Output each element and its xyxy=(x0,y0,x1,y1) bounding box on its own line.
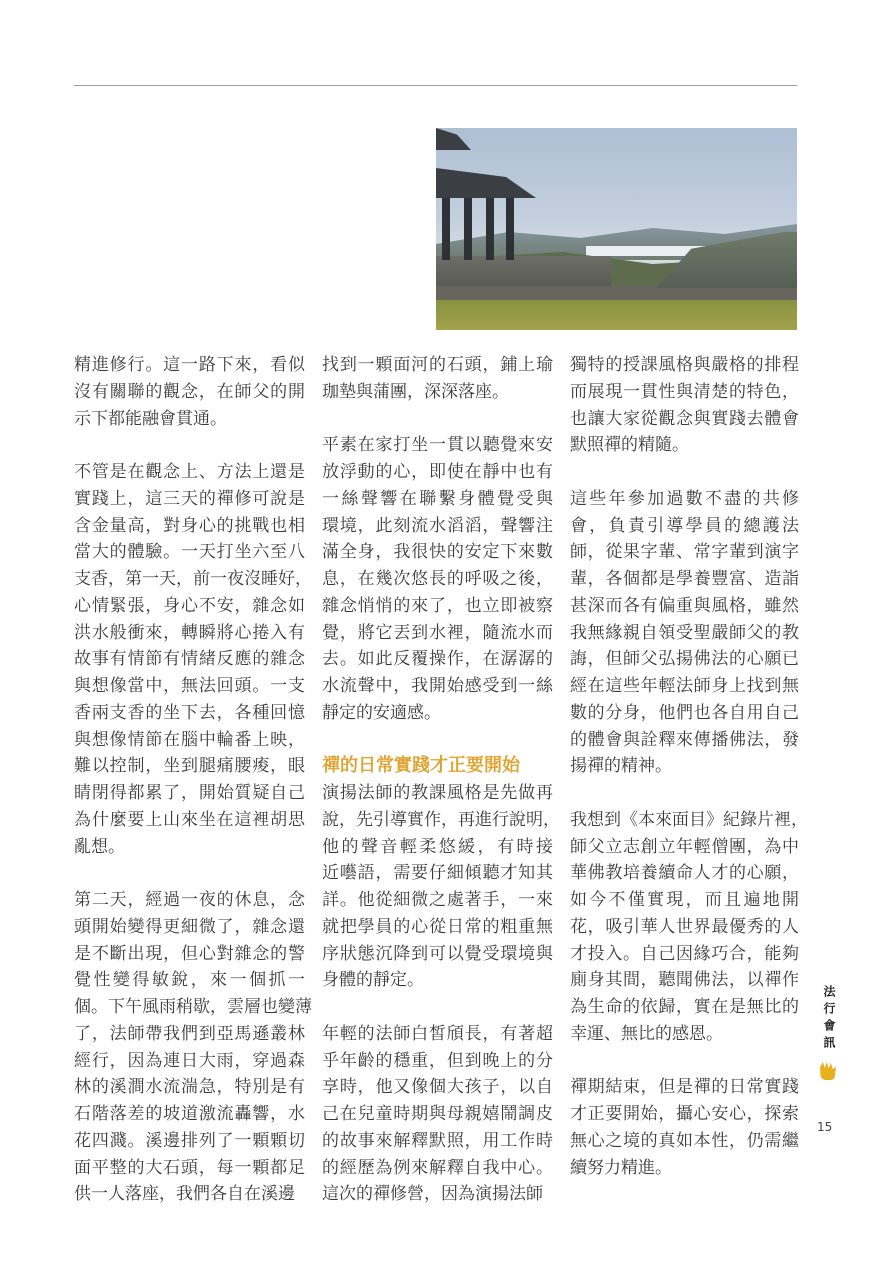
text-line: 水流聲中，我開始感受到一絲 xyxy=(322,676,553,696)
hand-logo-icon xyxy=(820,1062,836,1080)
text-line: 詳。他從細微之處著手，一來 xyxy=(322,890,553,910)
text-line: 我無緣親自領受聖嚴師父的教 xyxy=(570,622,799,643)
text-column-1 xyxy=(74,352,312,1208)
text-line: 近囈語，需要仔細傾聽才知其 xyxy=(322,863,553,884)
text-line: 與想像情節在腦中輪番上映， xyxy=(74,729,305,750)
text-line: 師父立志創立年輕僧團，為中 xyxy=(570,836,799,857)
text-line: 序狀態沉降到可以覺受環境與 xyxy=(322,943,553,964)
text-line: 我想到《本來面目》紀錄片裡， xyxy=(570,809,808,830)
text-line: 支香，第一天，前一夜沒睡好， xyxy=(74,569,312,589)
text-line: 香兩支香的坐下去，各種回憶 xyxy=(74,702,305,723)
text-line: 獨特的授課風格與嚴格的排程 xyxy=(570,355,799,375)
header-rule xyxy=(74,85,797,86)
text-line: 的故事來解釋默照，用工作時 xyxy=(322,1130,553,1151)
text-line: 面平整的大石頭，每一顆都足 xyxy=(74,1157,305,1178)
text-line: 洪水般衝來，轉瞬將心捲入有 xyxy=(74,622,305,643)
text-line: 經在這些年輕法師身上找到無 xyxy=(570,676,799,696)
text-line: 廁身其間，聽聞佛法，以禪作 xyxy=(570,970,799,991)
text-line: 林的溪澗水流湍急，特別是有 xyxy=(74,1077,305,1098)
text-line: 雜念悄悄的來了，也立即被察 xyxy=(322,595,553,616)
text-line: 華佛教培養續命人才的心願， xyxy=(570,863,799,884)
text-line: 沒有關聯的觀念，在師父的開 xyxy=(74,381,305,402)
page-number: 15 xyxy=(817,1120,833,1134)
text-line: 己在兒童時期與母親嬉鬧調皮 xyxy=(322,1104,553,1124)
text-column-3 xyxy=(570,352,808,1181)
text-line: 續努力精進。 xyxy=(570,1157,672,1178)
text-line: 找到一顆面河的石頭，鋪上瑜 xyxy=(322,355,553,375)
text-line: 享時，他又像個大孩子，以自 xyxy=(322,1077,553,1098)
text-line: 亂想。 xyxy=(74,836,125,857)
text-line: 睛閉得都累了，開始質疑自己 xyxy=(74,783,305,803)
text-line: 乎年齡的穩重，但到晚上的分 xyxy=(322,1050,553,1071)
paragraph-gap xyxy=(570,459,799,486)
text-line: 年輕的法師白皙頎長，有著超 xyxy=(322,1023,553,1044)
text-line: 身體的靜定。 xyxy=(322,970,424,991)
text-line: 演揚法師的教課風格是先做再 xyxy=(322,783,553,803)
text-line: 誨，但師父弘揚佛法的心願已 xyxy=(570,649,799,670)
paragraph-gap xyxy=(322,994,553,1021)
text-line: 禪期結束，但是禪的日常實踐 xyxy=(570,1077,799,1098)
section-heading: 禪的日常實踐才正要開始 xyxy=(322,755,520,777)
text-line: 幸運、無比的感恩。 xyxy=(570,1023,723,1044)
text-line: 實踐上，這三天的禪修可說是 xyxy=(74,488,305,509)
text-line: 石階落差的坡道激流轟響，水 xyxy=(74,1104,305,1124)
text-line: 而展現一貫性與清楚的特色， xyxy=(570,381,799,402)
text-line: 數的分身，他們也各自用自己 xyxy=(570,702,799,723)
text-line: 心情緊張，身心不安，雜念如 xyxy=(74,595,305,616)
text-line: 覺性變得敏銳，來一個抓一 xyxy=(74,970,305,991)
text-line: 這次的禪修營，因為演揚法師 xyxy=(322,1184,543,1205)
text-line: 放浮動的心，即使在靜中也有 xyxy=(322,462,553,482)
magazine-logo-text: 法行會訊 xyxy=(822,985,836,1053)
temple-photo xyxy=(436,128,797,330)
paragraph-gap xyxy=(74,860,305,887)
text-line: 覺，將它丟到水裡，隨流水而 xyxy=(322,622,553,643)
text-line: 當大的體驗。一天打坐六至八 xyxy=(74,542,305,563)
text-line: 靜定的安適感。 xyxy=(322,702,441,723)
text-line: 故事有情節有情緒反應的雜念 xyxy=(74,649,305,670)
text-line: 息，在幾次悠長的呼吸之後， xyxy=(322,569,553,589)
text-line: 第二天，經過一夜的休息，念 xyxy=(74,890,305,910)
text-line: 的體會與詮釋來傳播佛法，發 xyxy=(570,729,799,750)
text-line: 了，法師帶我們到亞馬遜叢林 xyxy=(74,1023,305,1044)
text-line: 不管是在觀念上、方法上還是 xyxy=(74,462,305,482)
paragraph-gap xyxy=(570,780,799,807)
text-line: 甚深而各有偏重與風格，雖然 xyxy=(570,595,799,616)
text-line: 才正要開始，攝心安心，探索 xyxy=(570,1104,799,1124)
text-line: 供一人落座，我們各自在溪邊 xyxy=(74,1184,295,1205)
text-line: 滿全身，我很快的安定下來數 xyxy=(322,542,553,563)
text-line: 為生命的依歸，實在是無比的 xyxy=(570,997,799,1017)
text-line: 示下都能融會貫通。 xyxy=(74,408,227,429)
text-line: 默照禪的精隨。 xyxy=(570,435,689,456)
text-line: 精進修行。這一路下來，看似 xyxy=(74,355,305,375)
paragraph-gap xyxy=(322,727,553,754)
text-line: 也讓大家從觀念與實踐去體會 xyxy=(570,408,799,429)
text-line: 環境，此刻流水滔滔，聲響注 xyxy=(322,515,553,536)
text-line: 珈墊與蒲團，深深落座。 xyxy=(322,381,509,402)
text-line: 這些年參加過數不盡的共修 xyxy=(570,488,799,509)
text-line: 就把學員的心從日常的粗重無 xyxy=(322,916,553,937)
text-line: 平素在家打坐一貫以聽覺來安 xyxy=(322,435,553,456)
text-line: 難以控制，坐到腿痛腰痠，眼 xyxy=(74,756,305,777)
text-line: 含金量高，對身心的挑戰也相 xyxy=(74,515,305,536)
text-line: 花，吸引華人世界最優秀的人 xyxy=(570,916,799,937)
text-line: 個。下午風雨稍歇，雲層也變薄 xyxy=(74,997,312,1017)
text-line: 的經歷為例來解釋自我中心。 xyxy=(322,1157,553,1178)
text-line: 經行，因為連日大雨，穿過森 xyxy=(74,1050,305,1071)
text-line: 是不斷出現，但心對雜念的警 xyxy=(74,943,305,964)
text-line: 揚禪的精神。 xyxy=(570,756,672,777)
text-line: 花四濺。溪邊排列了一顆顆切 xyxy=(74,1130,305,1151)
paragraph-gap xyxy=(570,1048,799,1075)
text-line: 無心之境的真如本性，仍需繼 xyxy=(570,1130,799,1151)
text-line: 一絲聲響在聯繫身體覺受與 xyxy=(322,488,553,509)
text-line: 如今不僅實現，而且遍地開 xyxy=(570,890,799,910)
text-line: 輩，各個都是學養豐富、造詣 xyxy=(570,569,799,589)
text-line: 與想像當中，無法回頭。一支 xyxy=(74,676,305,696)
text-line: 為什麼要上山來坐在這裡胡思 xyxy=(74,809,305,830)
text-column-2 xyxy=(322,352,560,1208)
paragraph-gap xyxy=(74,432,305,459)
paragraph-gap xyxy=(322,406,553,433)
text-line: 頭開始變得更細微了，雜念還 xyxy=(74,916,305,937)
text-line: 師，從果字輩、常字輩到演字 xyxy=(570,542,799,563)
text-line: 說，先引導實作，再進行說明， xyxy=(322,809,560,830)
text-line: 去。如此反覆操作，在潺潺的 xyxy=(322,649,553,670)
text-line: 才投入。自己因緣巧合，能夠 xyxy=(570,943,799,964)
text-line: 他的聲音輕柔悠緩，有時接 xyxy=(322,836,553,857)
text-line: 會，負責引導學員的總護法 xyxy=(570,515,799,536)
